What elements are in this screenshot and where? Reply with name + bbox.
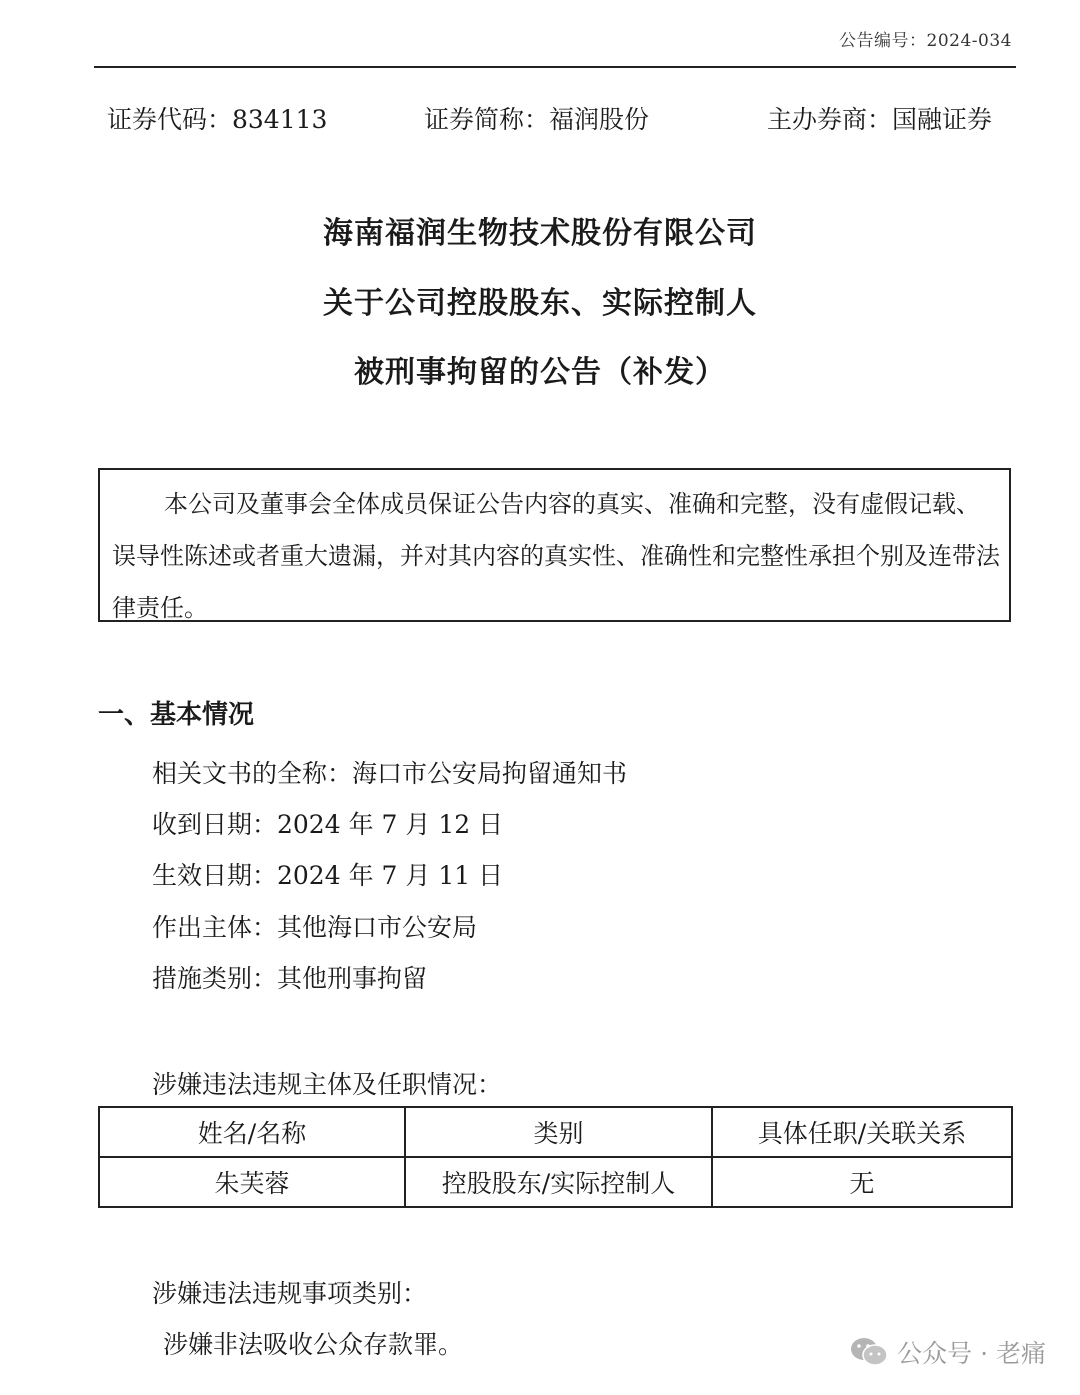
securities-abbreviation: 证券简称：福润股份 bbox=[424, 105, 650, 134]
sponsor-broker: 主办券商：国融证券 bbox=[767, 105, 993, 134]
field-received-date: 收到日期：2024 年 7 月 12 日 bbox=[152, 810, 504, 839]
table-header-name: 姓名/名称 bbox=[99, 1107, 405, 1157]
table-header-position: 具体任职/关联关系 bbox=[712, 1107, 1012, 1157]
field-document-name: 相关文书的全称：海口市公安局拘留通知书 bbox=[152, 759, 628, 788]
wechat-icon bbox=[849, 1336, 889, 1368]
header-divider bbox=[94, 66, 1016, 68]
watermark-text: 公众号 · 老痛 bbox=[897, 1339, 1046, 1368]
watermark bbox=[849, 1334, 1046, 1370]
title-company: 海南福润生物技术股份有限公司 bbox=[323, 216, 757, 251]
announcement-number: 公告编号：2024-034 bbox=[839, 31, 1012, 51]
section-heading-basic-info: 一、基本情况 bbox=[98, 700, 255, 730]
securities-code: 证券代码：834113 bbox=[107, 105, 328, 134]
board-statement-box bbox=[98, 468, 1011, 622]
table-row bbox=[99, 1157, 1012, 1207]
field-measure-type: 措施类别：其他刑事拘留 bbox=[152, 964, 428, 993]
table-cell-name: 朱芙蓉 bbox=[99, 1157, 405, 1207]
matters-label: 涉嫌违法违规事项类别： bbox=[152, 1279, 428, 1308]
subjects-table bbox=[98, 1106, 1013, 1208]
table-cell-position: 无 bbox=[712, 1157, 1012, 1207]
subjects-label: 涉嫌违法违规主体及任职情况： bbox=[152, 1070, 503, 1099]
table-header-row bbox=[99, 1107, 1012, 1157]
field-effective-date: 生效日期：2024 年 7 月 11 日 bbox=[152, 861, 504, 890]
table-cell-category: 控股股东/实际控制人 bbox=[405, 1157, 712, 1207]
field-issuing-body: 作出主体：其他海口市公安局 bbox=[152, 913, 478, 942]
board-statement-text: 本公司及董事会全体成员保证公告内容的真实、准确和完整，没有虚假记载、误导性陈述或者重大遗漏，并对其内容的真实性、准确性和完整性承担个别及连带法律责任。 bbox=[112, 490, 1000, 622]
matters-value: 涉嫌非法吸收公众存款罪。 bbox=[163, 1330, 464, 1359]
table-header-category: 类别 bbox=[405, 1107, 712, 1157]
title-event: 被刑事拘留的公告（补发） bbox=[354, 355, 726, 390]
title-subject: 关于公司控股股东、实际控制人 bbox=[323, 286, 757, 321]
